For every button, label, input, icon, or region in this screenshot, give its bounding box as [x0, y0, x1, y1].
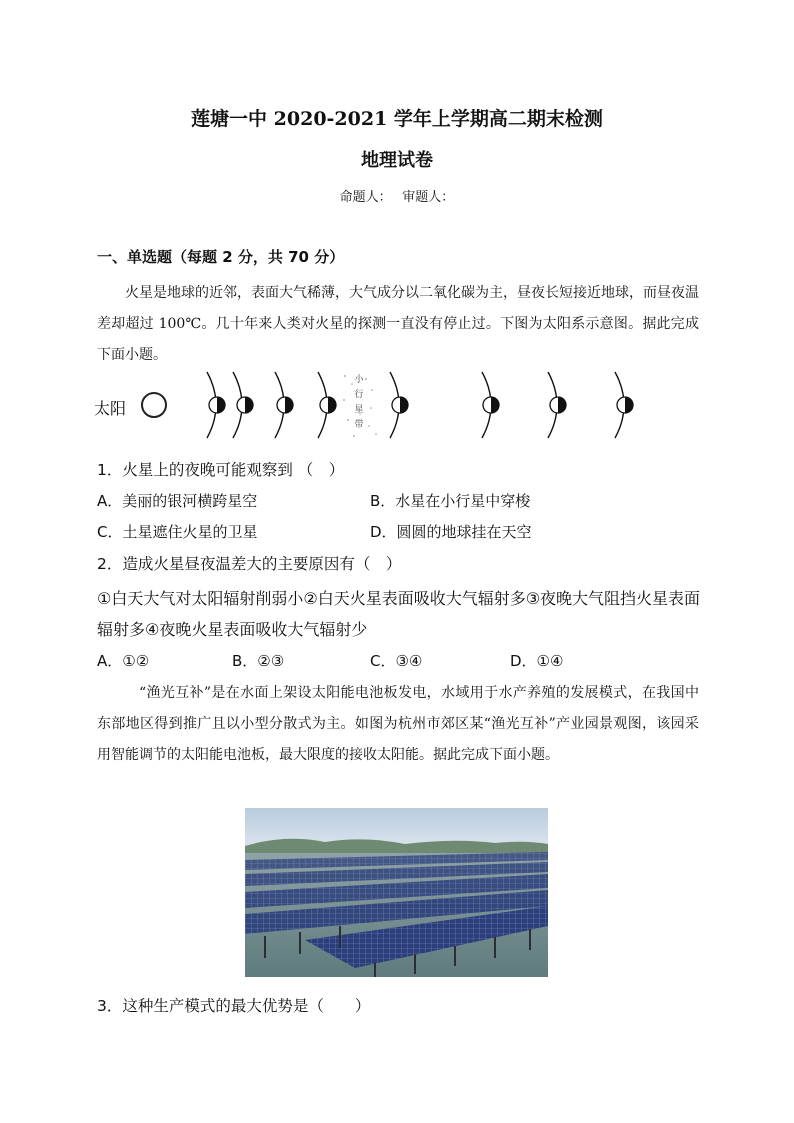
q1-option-b: B．水星在小行星中穿梭 — [370, 492, 531, 510]
exam-authors: 命题人： 审题人： — [339, 190, 455, 205]
planet-icon — [617, 397, 633, 413]
planet-icon — [550, 397, 566, 413]
exam-title: 莲塘一中 2020-2021 学年上学期高二期末检测 — [191, 108, 603, 130]
q1-option-d: D．圆圆的地球挂在天空 — [370, 523, 532, 541]
question-1: 1．火星上的夜晚可能观察到 （ ） — [97, 461, 345, 479]
section-heading: 一、单选题（每题 2 分，共 70 分） — [97, 248, 345, 266]
exam-subtitle: 地理试卷 — [361, 150, 433, 171]
question-3: 3．这种生产模式的最大优势是（ ） — [97, 997, 371, 1015]
solar-farm-image — [245, 808, 548, 977]
sun-label: 太阳 — [94, 399, 127, 418]
q1-option-c: C．土星遮住火星的卫星 — [97, 523, 258, 541]
sun-icon — [142, 393, 166, 417]
q2-statements-line1: ①白天大气对太阳辐射削弱小②白天火星表面吸收大气辐射多③夜晚大气阻挡火星表面 — [97, 589, 701, 608]
q1-option-a: A．美丽的银河横跨星空 — [97, 492, 258, 510]
passage-fishery-solar: “渔光互补”是在水面上架设太阳能电池板发电，水域用于水产养殖的发展模式，在我国中东部地区得到推广且以小型分散式为主。如图为杭州市郊区某“渔光互补”产业园景观图，该园采用智能调节的太阳能电池板，最大限度的接收太阳能。据此完成下面小题。 — [97, 685, 699, 763]
passage-mars: 火星是地球的近邻，表面大气稀薄，大气成分以二氧化碳为主，昼夜长短接近地球，而昼夜温差却超过 100℃。几十年来人类对火星的探测一直没有停止过。下图为太阳系示意图。据此完成下面小题。 — [97, 285, 699, 363]
q2-option-d: D．①④ — [510, 652, 564, 670]
planet-icon — [392, 397, 408, 413]
asteroid-belt-label: 小 行 星 带 — [354, 375, 364, 430]
q2-option-c: C．③④ — [370, 652, 423, 670]
question-2: 2．造成火星昼夜温差大的主要原因有（ ） — [97, 555, 402, 573]
solar-system-diagram — [90, 370, 650, 442]
q2-option-a: A．①② — [97, 652, 150, 670]
planet-icon — [209, 397, 225, 413]
planet-icon — [320, 397, 336, 413]
solar-farm-photo — [245, 808, 548, 977]
planet-icon — [277, 397, 293, 413]
planet-icon — [483, 397, 499, 413]
planet-icon — [237, 397, 253, 413]
q2-statements-line2: 辐射多④夜晚火星表面吸收大气辐射少 — [97, 620, 368, 639]
diagram-drawing — [90, 370, 650, 442]
q2-option-b: B．②③ — [232, 652, 285, 670]
